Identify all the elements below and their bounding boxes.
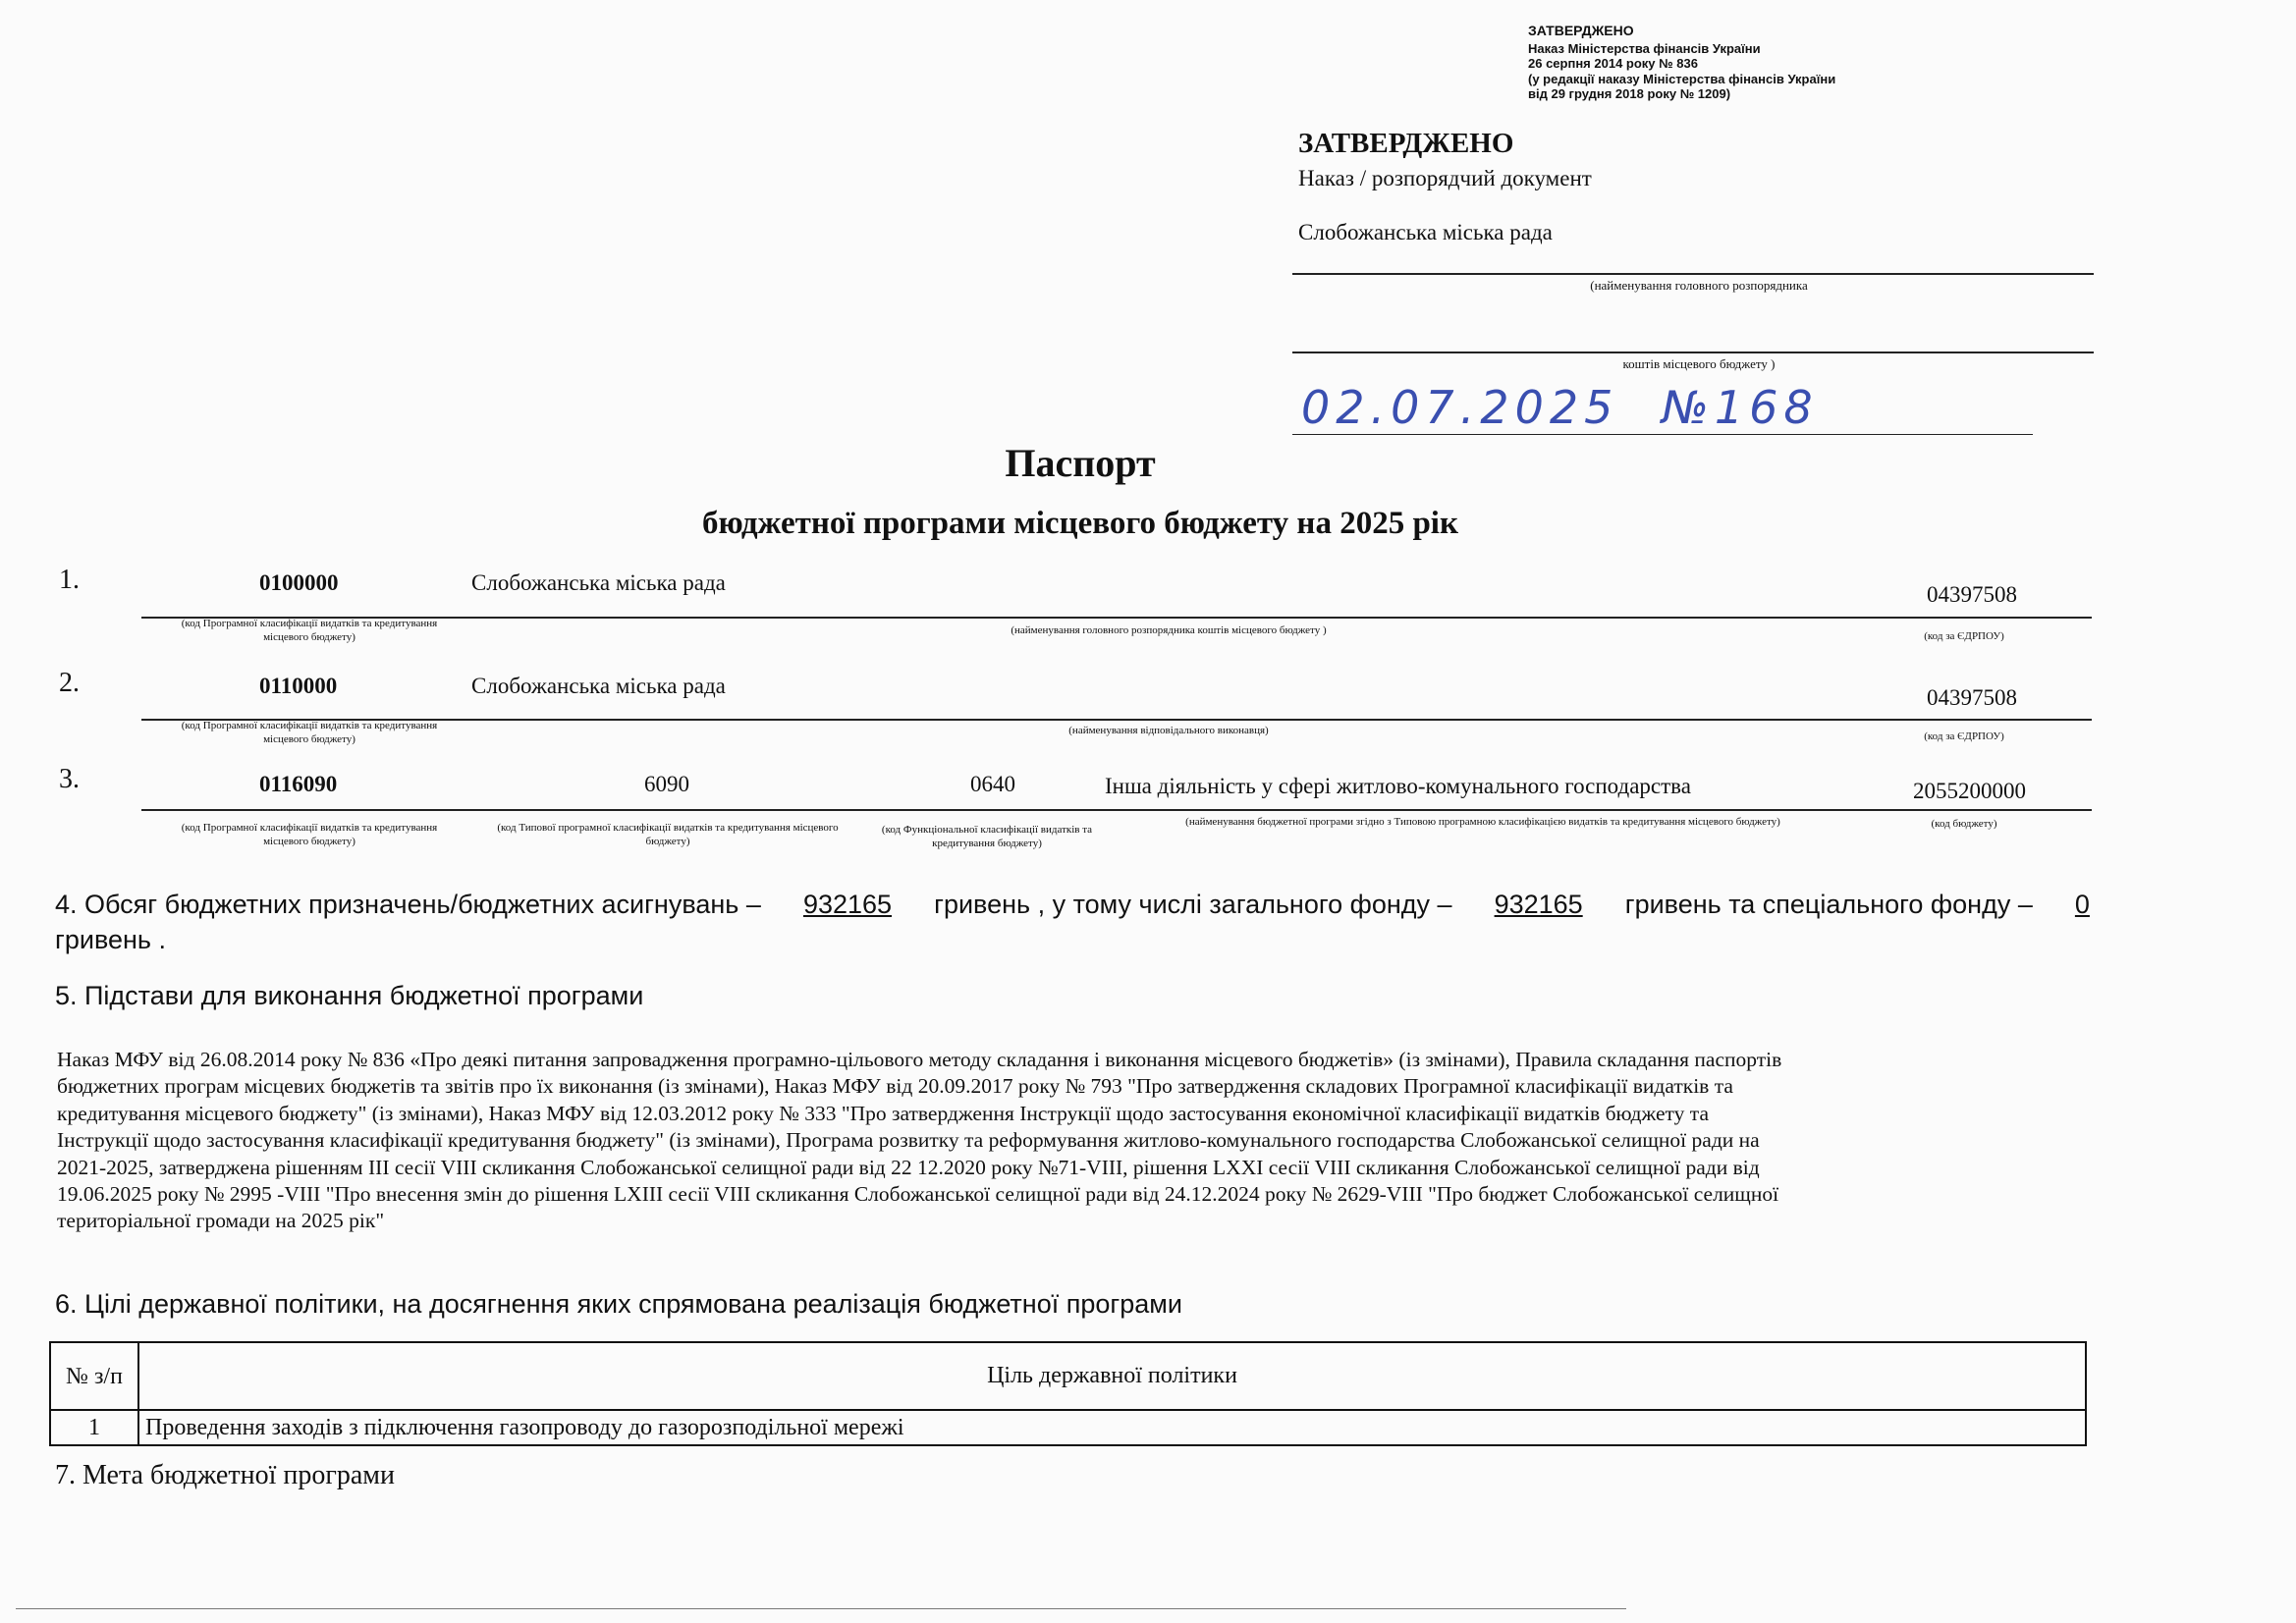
section4-line1 bbox=[55, 890, 2090, 920]
approval-org-line bbox=[1292, 273, 2094, 275]
row1-num: 1. bbox=[59, 565, 80, 595]
section5-title: 5. Підстави для виконання бюджетної програми bbox=[55, 981, 644, 1010]
handwritten-date: 02.07.2025 bbox=[1301, 381, 1619, 434]
row2-code: 0110000 bbox=[259, 674, 338, 698]
section5-line: Наказ МФУ від 26.08.2014 року № 836 «Про деякі питання запровадження програмно-цільового методу складання і виконання місцевого бюджетів» (із змінами), Правила складання паспортів bbox=[57, 1048, 1782, 1071]
row2-num: 2. bbox=[59, 668, 80, 698]
section5-line: 2021-2025, затверджена рішенням ІІІ сесії VIII скликання Слобожанської селищної ради від 22 12.2020 року №71-VIII, рішення LXXI сесії VIII скликання Слобожанської селищної ради від bbox=[57, 1155, 1760, 1179]
section5-line: територіальної громади на 2025 рік" bbox=[57, 1209, 385, 1233]
row1-edrpou: 04397508 bbox=[1927, 582, 2017, 607]
row3-line bbox=[141, 809, 2092, 811]
section4-text1: 4. Обсяг бюджетних призначень/бюджетних асигнувань – bbox=[55, 890, 761, 919]
stamp-line: Наказ Міністерства фінансів України bbox=[1528, 40, 1761, 56]
row3-cap-func: (код Функціональної класифікації видатків та кредитування бюджету) bbox=[881, 824, 1093, 849]
goal-text: Проведення заходів з підключення газопроводу до газорозподільної мережі bbox=[138, 1410, 2086, 1445]
goal-num: 1 bbox=[50, 1410, 138, 1445]
handwritten-underline bbox=[1292, 434, 2033, 435]
row3-typical-code: 6090 bbox=[644, 772, 689, 796]
approval-caption-1: (найменування головного розпорядника bbox=[1590, 278, 1808, 293]
row1-cap-right: (код за ЄДРПОУ) bbox=[1924, 630, 2004, 642]
stamp-line: 26 серпня 2014 року № 836 bbox=[1528, 56, 1698, 71]
goals-table bbox=[49, 1341, 2087, 1446]
row3-cap-name: (найменування бюджетної програми згідно з Типовою програмною класифікацією видатків та кредитування місцевого бюджету) bbox=[1185, 816, 1780, 828]
row1-cap-name: (найменування головного розпорядника коштів місцевого бюджету ) bbox=[1011, 624, 1327, 636]
approval-doc-label: Наказ / розпорядчий документ bbox=[1298, 166, 1592, 190]
table-row bbox=[50, 1410, 2086, 1445]
section4-text3: гривень та спеціального фонду – bbox=[1624, 890, 2033, 919]
goals-col-goal: Ціль державної політики bbox=[138, 1342, 2086, 1410]
section4-general: 932165 bbox=[1494, 890, 1583, 919]
row3-code: 0116090 bbox=[259, 772, 338, 796]
handwritten-number: №168 bbox=[1662, 381, 1819, 434]
row2-cap-code: (код Програмної класифікації видатків та кредитування місцевого бюджету) bbox=[181, 720, 438, 745]
row1-cap-code: (код Програмної класифікації видатків та кредитування місцевого бюджету) bbox=[181, 618, 438, 643]
section4-text2: гривень , у тому числі загального фонду – bbox=[934, 890, 1452, 919]
bottom-rule bbox=[16, 1608, 1626, 1609]
approval-second-line bbox=[1292, 352, 2094, 353]
row1-name: Слобожанська міська рада bbox=[471, 570, 726, 595]
doc-subtitle: бюджетної програми місцевого бюджету на 2025 рік bbox=[702, 506, 1458, 541]
row3-name: Інша діяльність у сфері житлово-комунального господарства bbox=[1105, 774, 1691, 798]
section4-total: 932165 bbox=[802, 890, 893, 919]
section5-line: кредитування місцевого бюджету" (із змінами), Наказ МФУ від 12.03.2012 року № 333 "Про затвердження Інструкції щодо застосування економічної класифікації видатків бюджету та bbox=[57, 1101, 1709, 1125]
row3-func-code: 0640 bbox=[970, 772, 1015, 796]
row3-budget-code: 2055200000 bbox=[1913, 779, 2026, 803]
row3-cap-code: (код Програмної класифікації видатків та кредитування місцевого бюджету) bbox=[181, 822, 438, 847]
goals-col-num: № з/п bbox=[50, 1342, 138, 1410]
stamp-line: від 29 грудня 2018 року № 1209) bbox=[1528, 86, 1731, 101]
section5-line: Інструкції щодо застосування класифікації кредитування бюджету" (із змінами), Програма розвитку та реформування житлово-комунального господарства Слобожанської селищної ради на bbox=[57, 1128, 1760, 1153]
approval-stamp bbox=[1528, 24, 1835, 102]
row3-cap-typical: (код Типової програмної класифікації видатків та кредитування місцевого бюджету) bbox=[497, 822, 839, 847]
approval-title: ЗАТВЕРДЖЕНО bbox=[1298, 128, 1514, 159]
row2-edrpou: 04397508 bbox=[1927, 685, 2017, 710]
doc-title: Паспорт bbox=[1005, 441, 1156, 485]
approval-caption-2: коштів місцевого бюджету ) bbox=[1622, 356, 1776, 371]
section5-line: бюджетних програм місцевих бюджетів та звітів про їх виконання (із змінами), Наказ МФУ від 20.09.2017 року № 793 "Про затвердження складових Програмної класифікації видатків та bbox=[57, 1074, 1733, 1099]
row3-cap-right: (код бюджету) bbox=[1931, 818, 1997, 830]
approval-org: Слобожанська міська рада bbox=[1298, 220, 1553, 244]
section4-special: 0 bbox=[2074, 890, 2090, 919]
stamp-title: ЗАТВЕРДЖЕНО bbox=[1528, 23, 1634, 38]
section4-line2: гривень . bbox=[55, 925, 166, 954]
row3-num: 3. bbox=[59, 764, 80, 794]
section5-body bbox=[57, 1047, 1781, 1235]
section7-title: 7. Мета бюджетної програми bbox=[55, 1460, 395, 1490]
row2-cap-right: (код за ЄДРПОУ) bbox=[1924, 730, 2004, 742]
section6-title: 6. Цілі державної політики, на досягнення яких спрямована реалізація бюджетної програми bbox=[55, 1289, 1182, 1319]
section5-line: 19.06.2025 року № 2995 -VIII "Про внесення змін до рішення LXIII сесії VIII скликання Слобожанської селищної ради від 24.12.2024 року № 2629-VIII "Про бюджет Слобожанської селищної bbox=[57, 1182, 1779, 1207]
row1-code: 0100000 bbox=[259, 570, 339, 595]
row2-name: Слобожанська міська рада bbox=[471, 674, 726, 698]
goals-header-row bbox=[50, 1342, 2086, 1410]
row2-cap-name: (найменування відповідального виконавця) bbox=[1068, 725, 1269, 736]
stamp-line: (у редакції наказу Міністерства фінансів України bbox=[1528, 71, 1836, 86]
